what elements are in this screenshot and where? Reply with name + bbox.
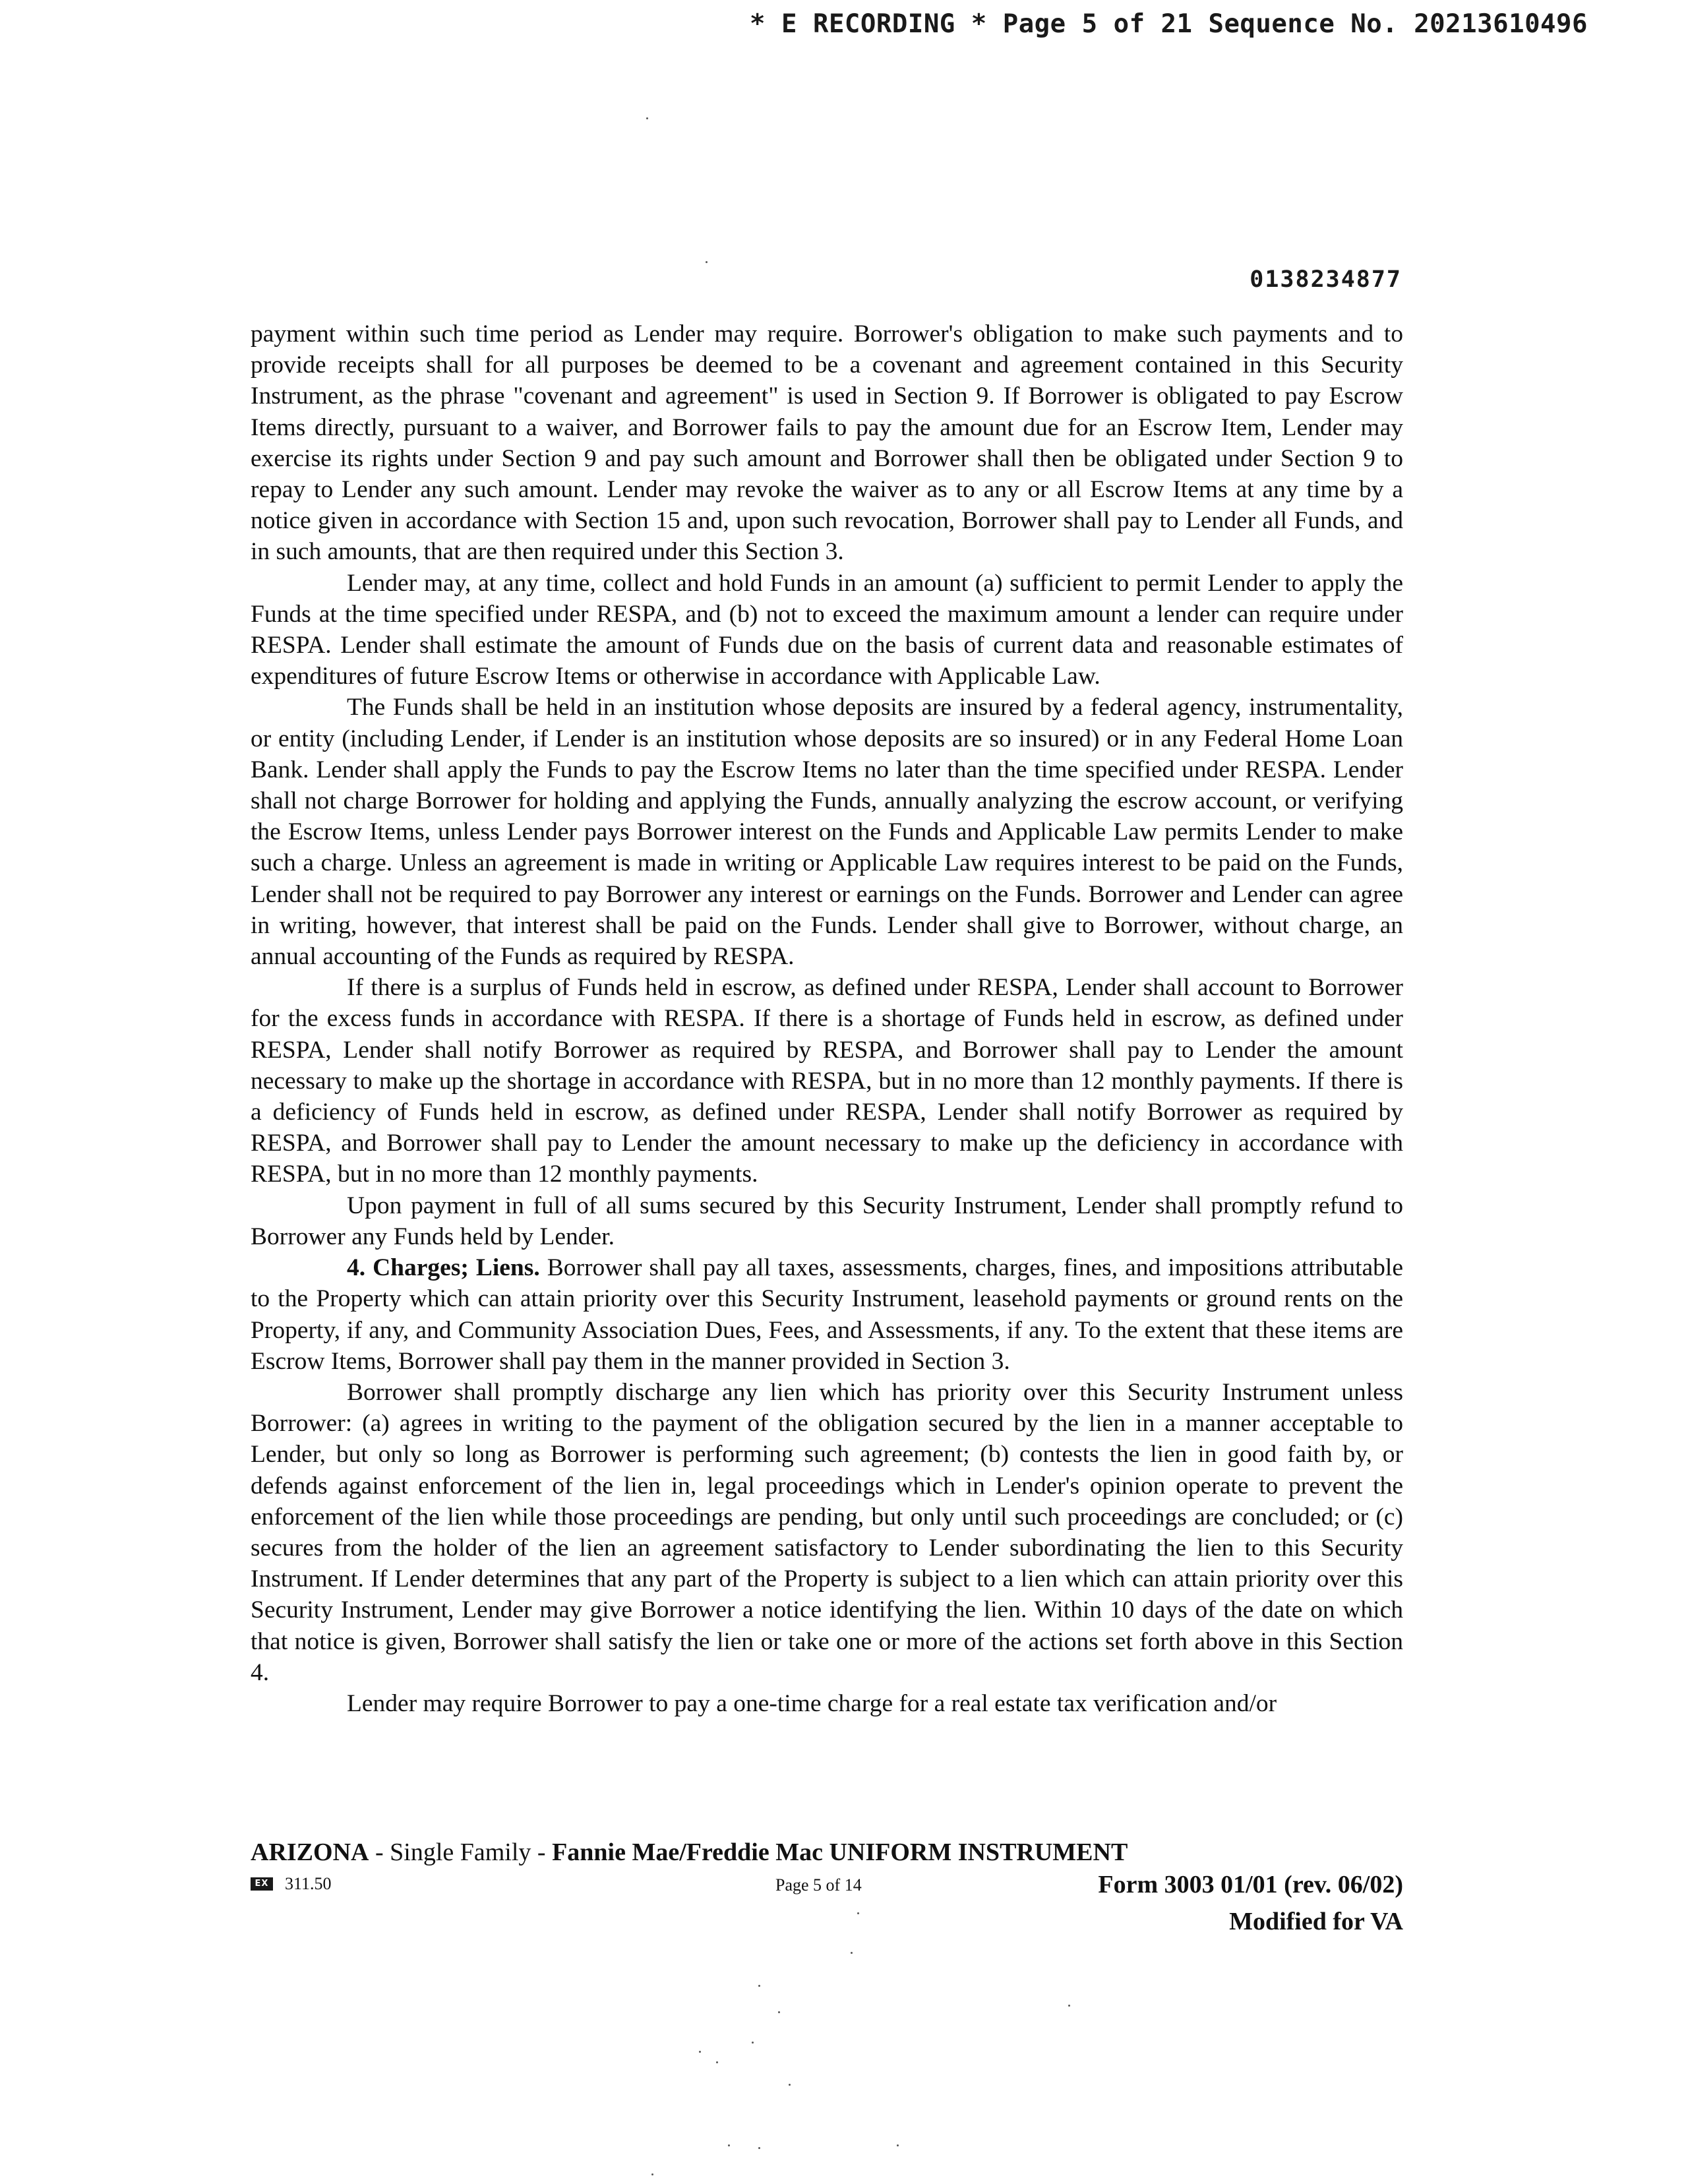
footer-row [251,1870,1403,1935]
scan-speck [851,1952,853,1954]
scan-speck [789,2084,791,2086]
scan-speck [758,1985,760,1987]
recording-stamp: * E RECORDING * Page 5 of 21 Sequence No. 20213610496 [750,9,1588,39]
scan-speck [651,2173,653,2175]
footer-state: ARIZONA [251,1838,369,1866]
scan-speck [1068,2005,1070,2007]
scan-speck [716,2061,718,2063]
scan-speck [646,117,648,119]
paragraph-tax-verification: Lender may require Borrower to pay a one-time charge for a real estate tax verification and/or [347,1689,1277,1717]
document-body [251,318,1403,1719]
document-footer [251,1837,1403,1935]
scan-speck [857,1912,859,1914]
footer-form-number: Form 3003 01/01 (rev. 06/02) [1098,1871,1403,1898]
paragraph-funds-held: The Funds shall be held in an institution whose deposits are insured by a federal agency, instrumentality, or entity (including Lender, if Lender is an institution whose deposits are so insured) or in any Federal Home Loan Bank. Lender shall apply the Funds to pay the Escrow Items no later than the time specified under RESPA. Lender shall not charge Borrower for holding and applying the Funds, annually analyzing the escrow account, or verifying the Escrow Items, unless Lender pays Borrower interest on the Funds and Applicable Law permits Lender to make such a charge. Unless an agreement is made in writing or Applicable Law requires interest to be paid on the Funds, Lender shall not be required to pay Borrower any interest or earnings on the Funds. Borrower and Lender can agree in writing, however, that interest shall be paid on the Funds. Lender shall give to Borrower, without charge, an annual accounting of the Funds as required by RESPA. [251,694,1403,971]
paragraph-surplus-shortage: If there is a surplus of Funds held in escrow, as defined under RESPA, Lender shall account to Borrower for the excess funds in accordance with RESPA. If there is a shortage of Funds held in escrow, as defined under RESPA, Lender shall notify Borrower as required by RESPA, and Borrower shall pay to Lender the amount necessary to make up the shortage in accordance with RESPA, but in no more than 12 monthly payments. If there is a deficiency of Funds held in escrow, as defined under RESPA, Lender shall notify Borrower as required by RESPA, and Borrower shall pay to Lender the amount necessary to make up the deficiency in accordance with RESPA, but in no more than 12 monthly payments. [251,974,1403,1188]
footer-form-code: 311.50 [285,1874,332,1893]
paragraph-discharge-lien: Borrower shall promptly discharge any lien which has priority over this Security Instrument unless Borrower: (a) agrees in writing to the payment of the obligation secured by the lien in a manner acceptable to Lender, but only so long as Borrower is performing such agreement; (b) contests the lien in good faith by, or defends against enforcement of the lien in, legal proceedings which in Lender's opinion operate to prevent the enforcement of the lien while those proceedings are pending, but only until such proceedings are concluded; or (c) secures from the holder of the lien an agreement satisfactory to Lender subordinating the lien to this Security Instrument. If Lender determines that any part of the Property is subject to a lien which can attain priority over this Security Instrument, Lender may give Borrower a notice identifying the lien. Within 10 days of the date on which that notice is given, Borrower shall satisfy the lien or take one or more of the actions set forth above in this Section 4. [251,1378,1403,1686]
document-logo-icon: EX [251,1877,273,1891]
scan-speck [728,2144,730,2146]
footer-instrument-title [251,1837,1403,1867]
footer-separator: - Single Family - [369,1838,553,1866]
scan-speck [706,261,708,263]
scan-speck [752,2042,754,2044]
paragraph-funds-collect: Lender may, at any time, collect and hold Funds in an amount (a) sufficient to permit Lender to apply the Funds at the time specified under RESPA, and (b) not to exceed the maximum amount a lender can require under RESPA. Lender shall estimate the amount of Funds due on the basis of current data and reasonable estimates of expenditures of future Escrow Items or otherwise in accordance with Applicable Law. [251,569,1403,690]
footer-instrument: Fannie Mae/Freddie Mac UNIFORM INSTRUMENT [552,1838,1128,1866]
section-4-paragraph [251,1252,1403,1377]
scan-speck [758,2147,760,2149]
section-4-heading: 4. Charges; Liens. [347,1254,540,1282]
footer-form-code-group [251,1874,332,1894]
paragraph-refund: Upon payment in full of all sums secured by this Security Instrument, Lender shall promptly refund to Borrower any Funds held by Lender. [251,1192,1403,1250]
scan-speck [778,2011,780,2013]
loan-number: 0138234877 [1250,266,1402,293]
scan-speck [897,2144,899,2146]
footer-page-number: Page 5 of 14 [775,1875,862,1895]
scan-speck [699,2051,701,2053]
footer-modified-note: Modified for VA [1229,1908,1403,1935]
section-4-intro: Borrower shall pay all taxes, assessments, charges, fines, and impositions attributable to the Property which can attain priority over this Security Instrument, leasehold payments or ground rents on the Property, if any, and Community Association Dues, Fees, and Assessments, if any. To the extent that these items are Escrow Items, Borrower shall pay them in the manner provided in Section 3. [251,1254,1403,1375]
paragraph-continuation: payment within such time period as Lender may require. Borrower's obligation to make such payments and to provide receipts shall for all purposes be deemed to be a covenant and agreement contained in this Security Instrument, as the phrase "covenant and agreement" is used in Section 9. If Borrower is obligated to pay Escrow Items directly, pursuant to a waiver, and Borrower fails to pay the amount due for an Escrow Item, Lender may exercise its rights under Section 9 and pay such amount and Borrower shall then be obligated under Section 9 to repay to Lender any such amount. Lender may revoke the waiver as to any or all Escrow Items at any time by a notice given in accordance with Section 15 and, upon such revocation, Borrower shall pay to Lender all Funds, and in such amounts, that are then required under this Section 3. [251,320,1403,566]
